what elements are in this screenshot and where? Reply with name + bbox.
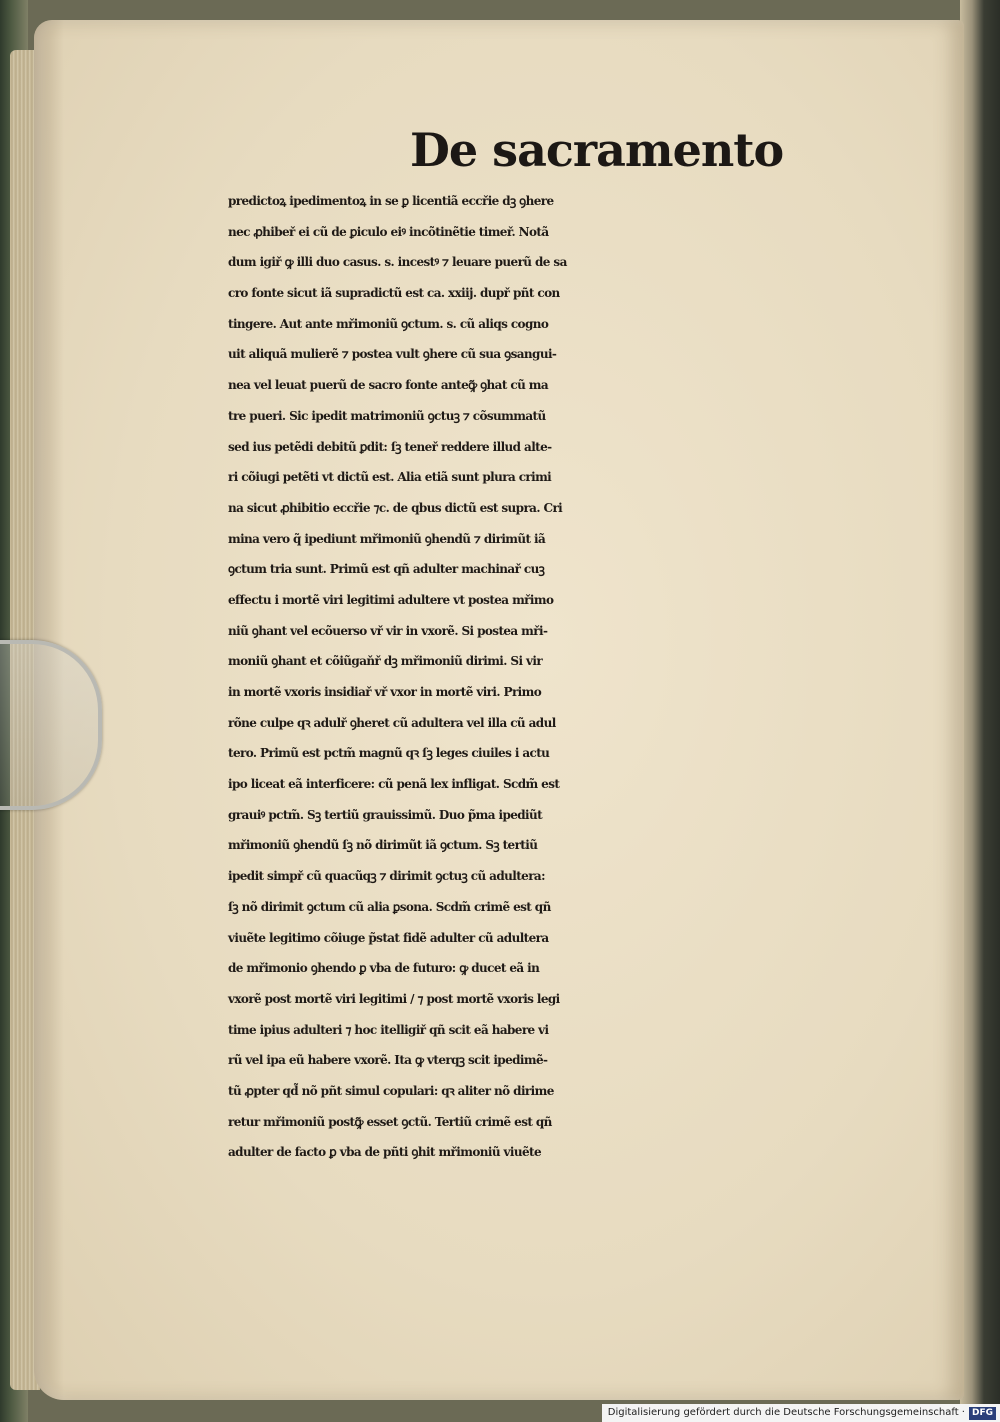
text-line: retur mřimoniũ postꝙ̃ esset ꝯctũ. Tertiũ crimẽ est qñ [228, 1114, 552, 1129]
digitization-footer [602, 1404, 1000, 1422]
text-line: mina vero q̃ ipediunt mřimoniũ ꝯhendũ ⁊ dirimũt iã [228, 531, 546, 546]
text-line: effectu i mortẽ viri legitimi adultere vt postea mřimo [228, 592, 554, 607]
text-line: nec ꝓhibeř ei cũ de ꝑiculo eiꝰ incõtinẽtie timeř. Notã [228, 224, 549, 239]
text-line: ri cõiugi petẽti vt dictũ est. Alia etiã sunt plura crimi [228, 470, 552, 485]
text-line: rõne culpe qꝛ adulř ꝯheret cũ adultera vel illa cũ adul [228, 715, 556, 730]
text-line: in mortẽ vxoris insidiař vř vxor in mortẽ viri. Primo [228, 685, 542, 699]
text-line: nea vel leuat puerũ de sacro fonte anteꝙ̃ ꝯhat cũ ma [228, 378, 549, 393]
text-line: tingere. Aut ante mřimoniũ ꝯctum. s. cũ aliqs cogno [228, 316, 549, 331]
text-line: tũ ꝓpter qd̃ nõ pñt simul copulari: qꝛ aliter nõ dirime [228, 1083, 554, 1098]
text-line: ſꝫ nõ dirimit ꝯctum cũ alia ꝑsona. Scdm̃ crimẽ est qñ [228, 899, 551, 914]
text-line: cro fonte sicut iã supradictũ est ca. xxiij. dupř pñt con [228, 286, 560, 301]
text-line: moniũ ꝯhant et cõiũgaňř dꝫ mřimoniũ dirimi. Si vir [228, 654, 543, 669]
text-line: time ipius adulteri ⁊ hoc itelligiř qñ scit eã habere vi [228, 1022, 549, 1037]
text-line: niũ ꝯhant vel ecõuerso vř vir in vxorẽ. Si postea mři- [228, 623, 548, 638]
body-text [228, 186, 888, 1168]
text-line: vxorẽ post mortẽ viri legitimi / ⁊ post mortẽ vxoris legi [228, 991, 560, 1006]
text-line: rũ vel ipa eũ habere vxorẽ. Ita ꝙ vterqꝫ scit ipedimẽ- [228, 1053, 548, 1068]
text-line: sed ius petẽdi debitũ ꝑdit: ſꝫ teneř reddere illud alte- [228, 439, 552, 454]
text-line: adulter de facto ꝑ vba de pñti ꝯhit mřimoniũ viuẽte [228, 1145, 541, 1160]
text-line: viuẽte legitimo cõiuge p̃stat fidẽ adulter cũ adultera [228, 930, 549, 945]
dfg-logo: DFG [969, 1407, 996, 1420]
text-line: de mřimonio ꝯhendo ꝑ vba de futuro: ꝙ ducet eã in [228, 961, 540, 976]
text-line: grauiꝰ pctm̃. Sꝫ tertiũ grauissimũ. Duo p̃ma ipediũt [228, 807, 543, 822]
text-line: na sicut ꝓhibitio eccřie ⁊c. de qbus dictũ est supra. Cri [228, 500, 563, 515]
text-line: mřimoniũ ꝯhendũ ſꝫ nõ dirimũt iã ꝯctum. Sꝫ tertiũ [228, 838, 538, 853]
text-line: ipo liceat eã interficere: cũ penã lex infligat. Scdm̃ est [228, 777, 560, 792]
text-line: ꝯctum tria sunt. Primũ est qñ adulter machinař cuꝫ [228, 562, 545, 577]
text-line: predictoꝝ ipedimentoꝝ in se ꝑ licentiã eccřie dꝫ ꝯhere [228, 194, 554, 208]
text-line: tre pueri. Sic ipedit matrimoniũ ꝯctuꝫ ⁊ cõsummatũ [228, 408, 546, 423]
footer-text: Digitalisierung gefördert durch die Deutsche Forschungsgemeinschaft · [607, 1407, 965, 1418]
page-heading: De sacramento [410, 123, 784, 177]
text-line: uit aliquã mulierẽ ⁊ postea vult ꝯhere cũ sua ꝯsangui- [228, 347, 557, 362]
text-line: dum igiř ꝙ illi duo casus. s. incestꝰ ⁊ leuare puerũ de sa [228, 255, 567, 270]
text-line: tero. Primũ est pctm̃ magnũ qꝛ ſꝫ leges ciuiles i actu [228, 746, 550, 761]
book-binding-right [960, 0, 1000, 1422]
text-line: ipedit simpř cũ quacũqꝫ ⁊ dirimit ꝯctuꝫ cũ adultera: [228, 869, 545, 884]
